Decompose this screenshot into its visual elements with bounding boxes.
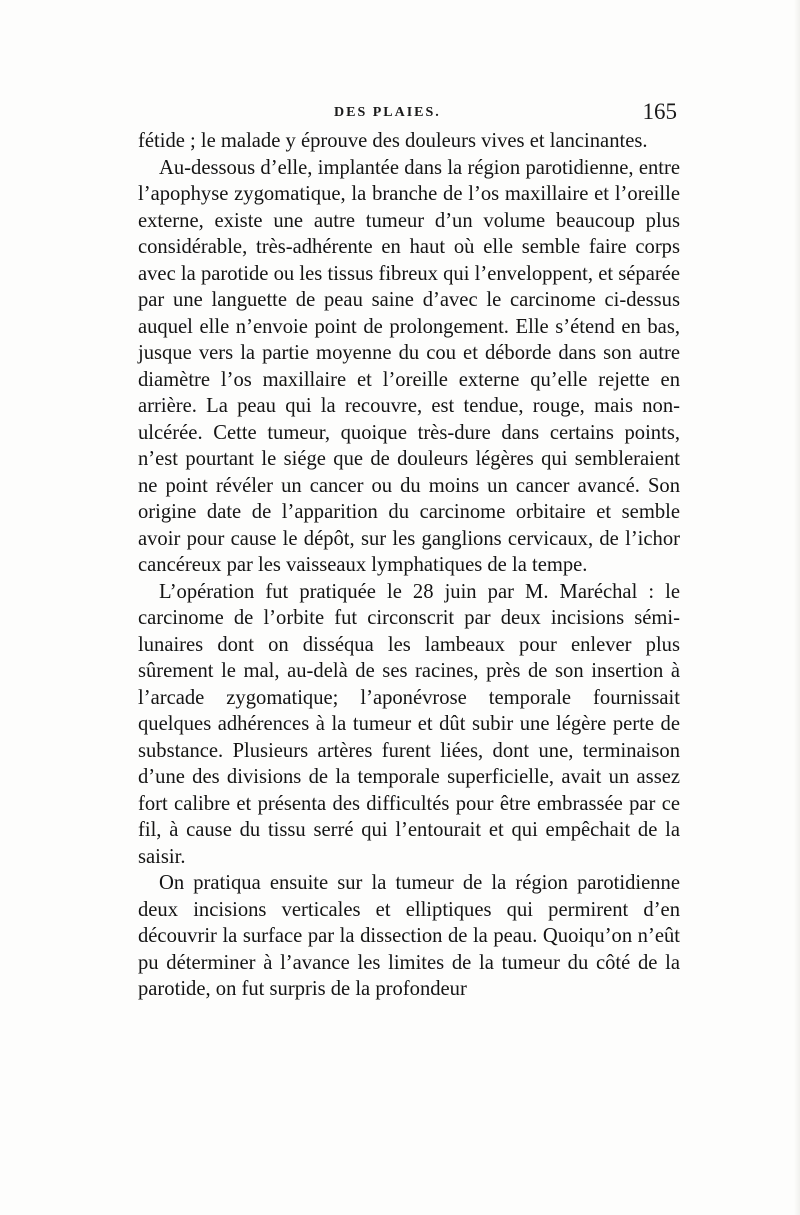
paragraph: On pratiqua ensuite sur la tumeur de la région parotidienne deux incisions verticales et elliptiques qui permirent d’en découvrir la surface par la dissection de la peau. Quoiqu’on n’eût pu déterminer à l’avance les limites de la tumeur du côté de la parotide, on fut surpris de la profondeur [138, 872, 680, 1000]
running-head-title: DES PLAIES. [334, 105, 441, 120]
paragraph: L’opération fut pratiquée le 28 juin par M. Maréchal : le carcinome de l’orbite fut circonscrit par deux incisions sémi-lunaires dont on disséqua les lambeaux pour enlever plus sûrement le mal, au-delà de ses racines, près de son insertion à l’arcade zygomatique; l’aponévrose temporale fournissait quelques adhérences à la tumeur et dût subir une légère perte de substance. Plusieurs artères furent liées, dont une, terminaison d’une des divisions de la temporale superficielle, avait un assez fort calibre et présenta des difficultés pour être embrassée par ce fil, à cause du tissu serré qui l’entourait et qui empêchait de la saisir. [138, 580, 680, 868]
paragraph-continuation: fétide ; le malade y éprouve des douleurs vives et lancinantes. [138, 130, 648, 152]
paragraph: Au-dessous d’elle, implantée dans la région parotidienne, entre l’apophyse zygomatique, la branche de l’os maxillaire et l’oreille externe, existe une autre tumeur d’un volume beaucoup plus considérable, très-adhérente en haut où elle semble faire corps avec la parotide ou les tissus fibreux qui l’enveloppent, et séparée par une languette de peau saine d’avec le carcinome ci-dessus auquel elle n’envoie point de prolongement. Elle s’étend en bas, jusque vers la partie moyenne du cou et déborde dans son autre diamètre l’os maxillaire et l’oreille externe qu’elle rejette en arrière. La peau qui la recouvre, est tendue, rouge, mais non-ulcérée. Cette tumeur, quoique très-dure dans certains points, n’est pourtant le siége que de douleurs légères qui sembleraient ne point révéler un cancer ou du moins un cancer avancé. Son origine date de l’apparition du carcinome orbitaire et semble avoir pour cause le dépôt, sur les ganglions cervicaux, de l’ichor cancéreux par les vaisseaux lymphatiques de la tempe. [138, 156, 680, 576]
body-text [138, 128, 680, 1003]
running-head [138, 99, 683, 127]
page-edge-shadow [794, 0, 800, 1215]
page-number: 165 [642, 99, 677, 124]
